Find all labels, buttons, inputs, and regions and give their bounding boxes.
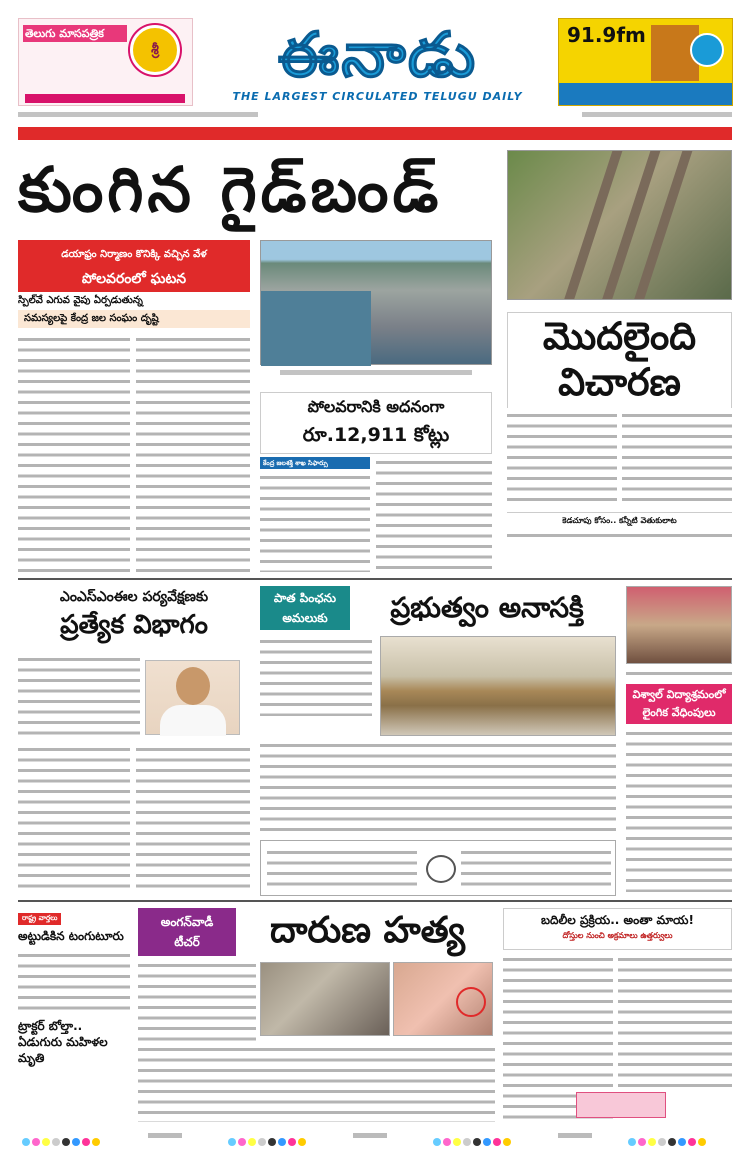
crime-photo-2[interactable] — [393, 962, 493, 1036]
anganwadi-tag: అంగన్‌వాడీ టీచర్ — [138, 908, 236, 956]
dam-water — [261, 291, 371, 366]
inquiry-bullets — [507, 410, 617, 508]
pension-tag: పాత పింఛను అమలుకు — [260, 586, 350, 630]
no-entry-icon — [456, 987, 486, 1017]
ad-left-logo: శ్రీ — [130, 25, 180, 75]
msme-body-1 — [18, 744, 130, 892]
badge-icon — [690, 33, 724, 67]
meeting-photo[interactable] — [380, 636, 616, 736]
tanguturu-headline: అట్టుడికిన టంగుటూరు — [18, 929, 124, 943]
print-register-marks — [18, 1128, 732, 1142]
section-divider-1 — [18, 578, 732, 580]
cm-photo[interactable] — [145, 660, 240, 735]
murder-headline[interactable]: దారుణ హత్య — [269, 910, 466, 951]
masthead-title: ఈనాడు — [277, 18, 478, 91]
murder-bullets — [138, 960, 256, 1042]
crime-photo-1[interactable] — [260, 962, 390, 1036]
lead-body-col-1 — [18, 334, 130, 574]
cm-face — [176, 667, 210, 705]
inquiry-caption-sub — [507, 530, 732, 544]
msme-body-2 — [136, 744, 250, 892]
section-divider-2 — [18, 900, 732, 902]
transfers-body-2 — [618, 954, 732, 1088]
murder-body — [138, 1044, 495, 1122]
pension-body — [260, 740, 616, 834]
polavaram-amount: రూ.12,911 కోట్లు — [302, 424, 450, 446]
pension-headline[interactable]: ప్రభుత్వం అనాసక్తి — [390, 591, 584, 624]
ad-right[interactable] — [558, 18, 733, 106]
polavaram-bullets — [260, 472, 370, 572]
ad-right-bar — [559, 83, 732, 105]
ad-right-fm: 91.9fm — [567, 23, 646, 47]
dam-photo[interactable] — [260, 240, 492, 365]
lead-subhead: స్పిల్‌వే ఎగువ వైపు ఏర్పడుతున్న — [18, 295, 143, 306]
polavaram-body — [376, 457, 492, 572]
train-accident-photo[interactable] — [507, 150, 732, 300]
msme-headline[interactable]: ఎంఎస్‌ఎంఈల పర్యవేక్షణకు ప్రత్యేక విభాగం — [59, 589, 209, 640]
ad-left-text: తెలుగు మాసపత్రిక — [23, 25, 127, 42]
masthead-tagline: THE LARGEST CIRCULATED TELUGU DAILY — [232, 90, 523, 103]
edition-city-bar — [18, 127, 732, 140]
side-headline[interactable]: విశ్వాల్ విద్యాశ్రమంలో లైంగిక వేధింపులు — [626, 684, 732, 724]
bottom-left-story[interactable] — [18, 905, 130, 1066]
polavaram-line1: పోలవరానికి అదనంగా — [307, 397, 445, 416]
polavaram-box[interactable] — [260, 392, 492, 454]
inquiry-body — [622, 410, 732, 508]
lead-headline[interactable]: కుంగిన గైడ్‌బండ్ — [18, 153, 443, 226]
side-body — [626, 728, 732, 892]
crowd-photo[interactable] — [626, 586, 732, 664]
pension-subbox — [260, 840, 616, 896]
transfers-headline[interactable]: బదిలీల ప్రక్రియ.. అంతా మాయ! దోస్తుల నుంచి అక్రమాలు ఉత్తర్వులు — [503, 908, 732, 950]
lead-subhead-2: సమస్యలపై కేంద్ర జల సంఘం దృష్టి — [18, 310, 250, 328]
inquiry-caption: కెడచూపు కోసం.. కన్నీటి వెతుకులాట — [507, 512, 732, 528]
small-ad[interactable] — [576, 1092, 666, 1118]
pension-bullets — [260, 636, 372, 716]
inquiry-headline[interactable]: మొదలైంది విచారణ — [507, 312, 732, 408]
cm-body — [160, 705, 226, 736]
polavaram-strip: కేంద్ర జలశక్తి శాఖ సిఫార్సు — [260, 457, 370, 469]
crowd-caption — [626, 668, 732, 682]
dateline — [18, 112, 732, 124]
msme-bullets — [18, 654, 140, 738]
lead-red-box: డయాఫ్రం నిర్మాణం కొనిక్కి వచ్చిన వేళ పోలవరంలో ఘటన — [18, 240, 250, 292]
lead-body-col-2 — [136, 334, 250, 574]
ad-left-strip — [25, 94, 185, 103]
dam-photo-caption — [260, 368, 492, 377]
state-tag: రాష్ట్ర వార్తలు — [18, 913, 61, 925]
tractor-headline: ట్రాక్టర్ బోల్తా.. ఏడుగురు మహిళల మృతి — [18, 1019, 108, 1065]
masthead[interactable] — [205, 14, 550, 106]
ad-left[interactable] — [18, 18, 193, 106]
